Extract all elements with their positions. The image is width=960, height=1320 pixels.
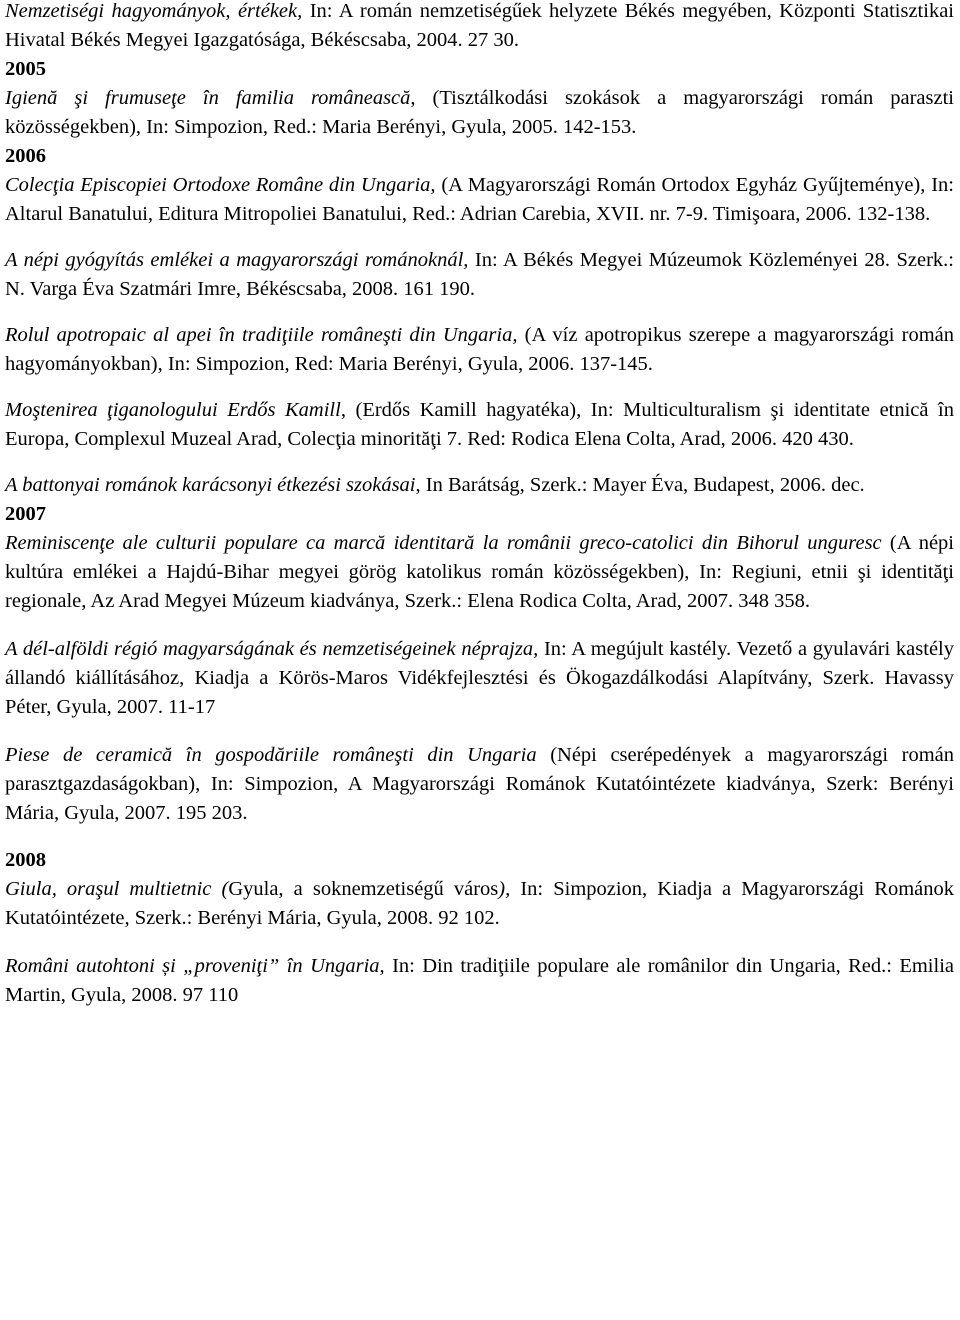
bibliography-entry <box>5 635 954 722</box>
entry-title: Giula, oraşul multietnic ( <box>5 878 229 900</box>
year-heading: 2005 <box>5 58 46 80</box>
bibliography-entry <box>5 171 954 229</box>
entry-details: (Népi cserépedények a magyarországi román parasztgazdaságokban), In: Simpozion, A Magyarországi Románok Kutatóintézete kiadványa, Szerk: Berényi Mária, Gyula, 2007. 195 203. <box>5 744 954 824</box>
year-heading: 2007 <box>5 503 46 525</box>
bibliography-entry <box>5 321 954 379</box>
entry-title: Români autohtoni și „proveniţi” în Ungaria <box>5 955 380 977</box>
bibliography-entry <box>5 471 954 500</box>
entry-details: , (Erdős Kamill hagyatéka), In: Multiculturalism şi identitate etnică în Europa, Complexul Muzeal Arad, Colecţia minorităţi 7. Red: Rodica Elena Colta, Arad, 2006. 420 430. <box>5 399 955 450</box>
entry-title: Colecţia Episcopiei Ortodoxe Române din Ungaria, <box>5 174 436 196</box>
entry-details: (A víz apotropikus szerepe a magyarországi román hagyományokban), In: Simpozion, Red: Maria Berényi, Gyula, 2006. 137-145. <box>5 324 954 375</box>
entry-title: A battonyai románok karácsonyi étkezési szokásai <box>5 474 416 496</box>
entry-details: In: A román nemzetiségűek helyzete Békés megyében, Központi Statisztikai Hivatal Békés Megyei Igazgatósága, Békéscsaba, 2004. 27 30. <box>5 0 954 51</box>
entry-details: , In: Din tradiţiile populare ale românilor din Ungaria, Red.: Emilia Martin, Gyula, 2008. 97 110 <box>5 955 954 1006</box>
entry-title-close: ), <box>498 878 511 900</box>
bibliography-entry <box>5 84 954 142</box>
entry-details: In: A megújult kastély. Vezető a gyulavári kastély állandó kiállításához, Kiadja a Körös-Maros Vidékfejlesztési és Ökogazdálkodási Alapítvány, Szerk. Havassy Péter, Gyula, 2007. 11-17 <box>5 638 954 718</box>
entry-details: (A Magyarországi Román Ortodox Egyház Gyűjteménye), In: Altarul Banatului, Editura Mitropoliei Banatului, Red.: Adrian Carebia, XVII. nr. 7-9. Timişoara, 2006. 132-138. <box>5 174 954 225</box>
bibliography-entry <box>5 396 954 454</box>
entry-details: , (Tisztálkodási szokások a magyarországi román paraszti közösségekben), In: Simpozion, Red.: Maria Berényi, Gyula, 2005. 142-153. <box>5 87 955 138</box>
bibliography-entry <box>5 246 954 304</box>
bibliography-entry <box>5 741 954 828</box>
bibliography-entry <box>5 529 954 616</box>
entry-details: Gyula, a soknemzetiségű város <box>228 878 499 900</box>
entry-details: , In Barátság, Szerk.: Mayer Éva, Budapest, 2006. dec. <box>415 474 865 496</box>
entry-title: Igienă şi frumuseţe în familia românească <box>5 87 411 109</box>
entry-title: A dél-alföldi régió magyarságának és nemzetiségeinek néprajza, <box>5 638 539 660</box>
entry-details: (A népi kultúra emlékei a Hajdú-Bihar megyei görög katolikus román közösségekben), In: Regiuni, etnii şi identităţi regionale, Az Arad Megyei Múzeum kiadványa, Szerk.: Elena Rodica Colta, Arad, 2007. 348 358. <box>5 532 955 612</box>
entry-details: In: Simpozion, Kiadja a Magyarországi Románok Kutatóintézete, Szerk.: Berényi Mária, Gyula, 2008. 92 102. <box>5 878 954 929</box>
bibliography-entry <box>5 0 954 55</box>
entry-title: Rolul apotropaic al apei în tradiţiile româneşti din Ungaria, <box>5 324 518 346</box>
bibliography-entry <box>5 952 954 1010</box>
bibliography-entry <box>5 875 954 933</box>
entry-title: Nemzetiségi hagyományok, értékek, <box>5 0 303 22</box>
entry-title: A népi gyógyítás emlékei a magyarországi románoknál, <box>5 249 469 271</box>
entry-title: Reminiscenţe ale culturii populare ca marcă identitară la românii greco-catolici din Bihorul unguresc <box>5 532 882 554</box>
entry-title: Piese de ceramică în gospodăriile româneşti din Ungaria <box>5 744 537 766</box>
entry-title: Moştenirea ţiganologului Erdős Kamill <box>5 399 341 421</box>
entry-details: In: A Békés Megyei Múzeumok Közleményei 28. Szerk.: N. Varga Éva Szatmári Imre, Békéscsaba, 2008. 161 190. <box>5 249 954 300</box>
year-heading: 2008 <box>5 849 46 871</box>
year-heading: 2006 <box>5 145 46 167</box>
